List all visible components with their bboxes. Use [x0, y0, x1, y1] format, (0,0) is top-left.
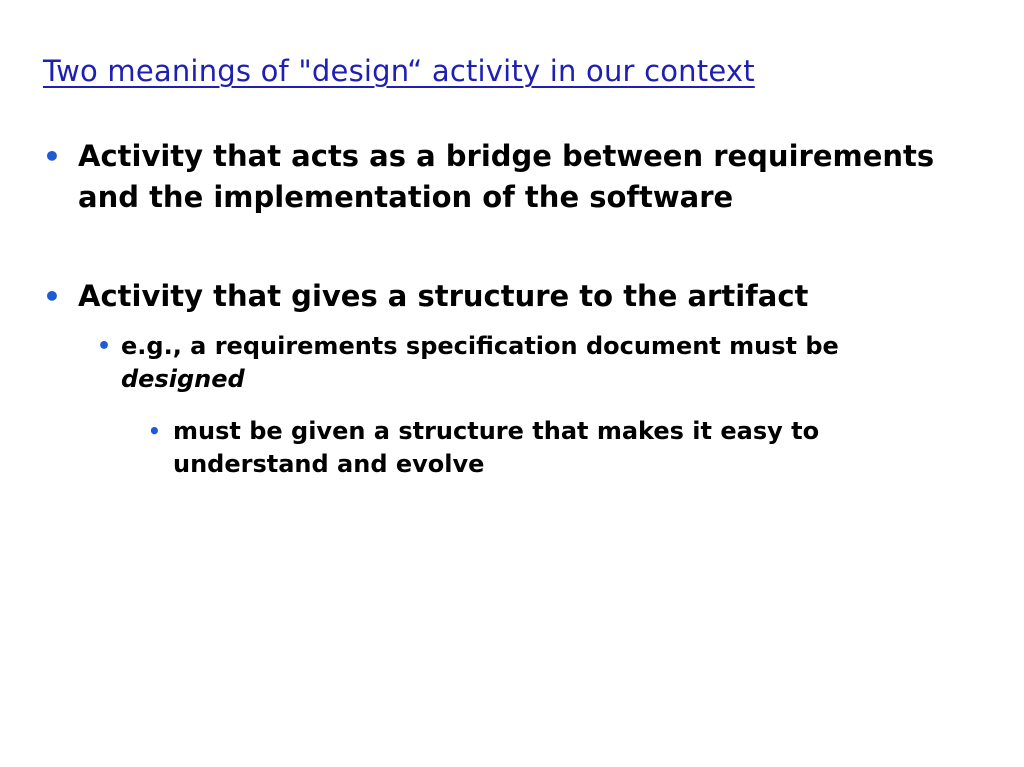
- sub-bullet-item-1: [121, 330, 951, 396]
- sub-sub-bullet-item-1: must be given a structure that makes it easy to understand and evolve: [173, 417, 820, 478]
- sub-sub-bullet-marker-1: •: [148, 419, 161, 443]
- slide-title: Two meanings of "design“ activity in our context: [43, 54, 755, 88]
- bullet-item-2: Activity that gives a structure to the artifact: [78, 279, 809, 313]
- bullet-marker-1: •: [43, 140, 61, 173]
- bullet-item-1: Activity that acts as a bridge between requirements and the implementation of the software: [78, 139, 935, 214]
- emphasized-word: designed: [121, 365, 245, 393]
- sub-bullet-text: e.g., a requirements specification document must be: [121, 332, 839, 360]
- bullet-marker-2: •: [43, 280, 61, 313]
- sub-bullet-marker-1: •: [97, 334, 112, 359]
